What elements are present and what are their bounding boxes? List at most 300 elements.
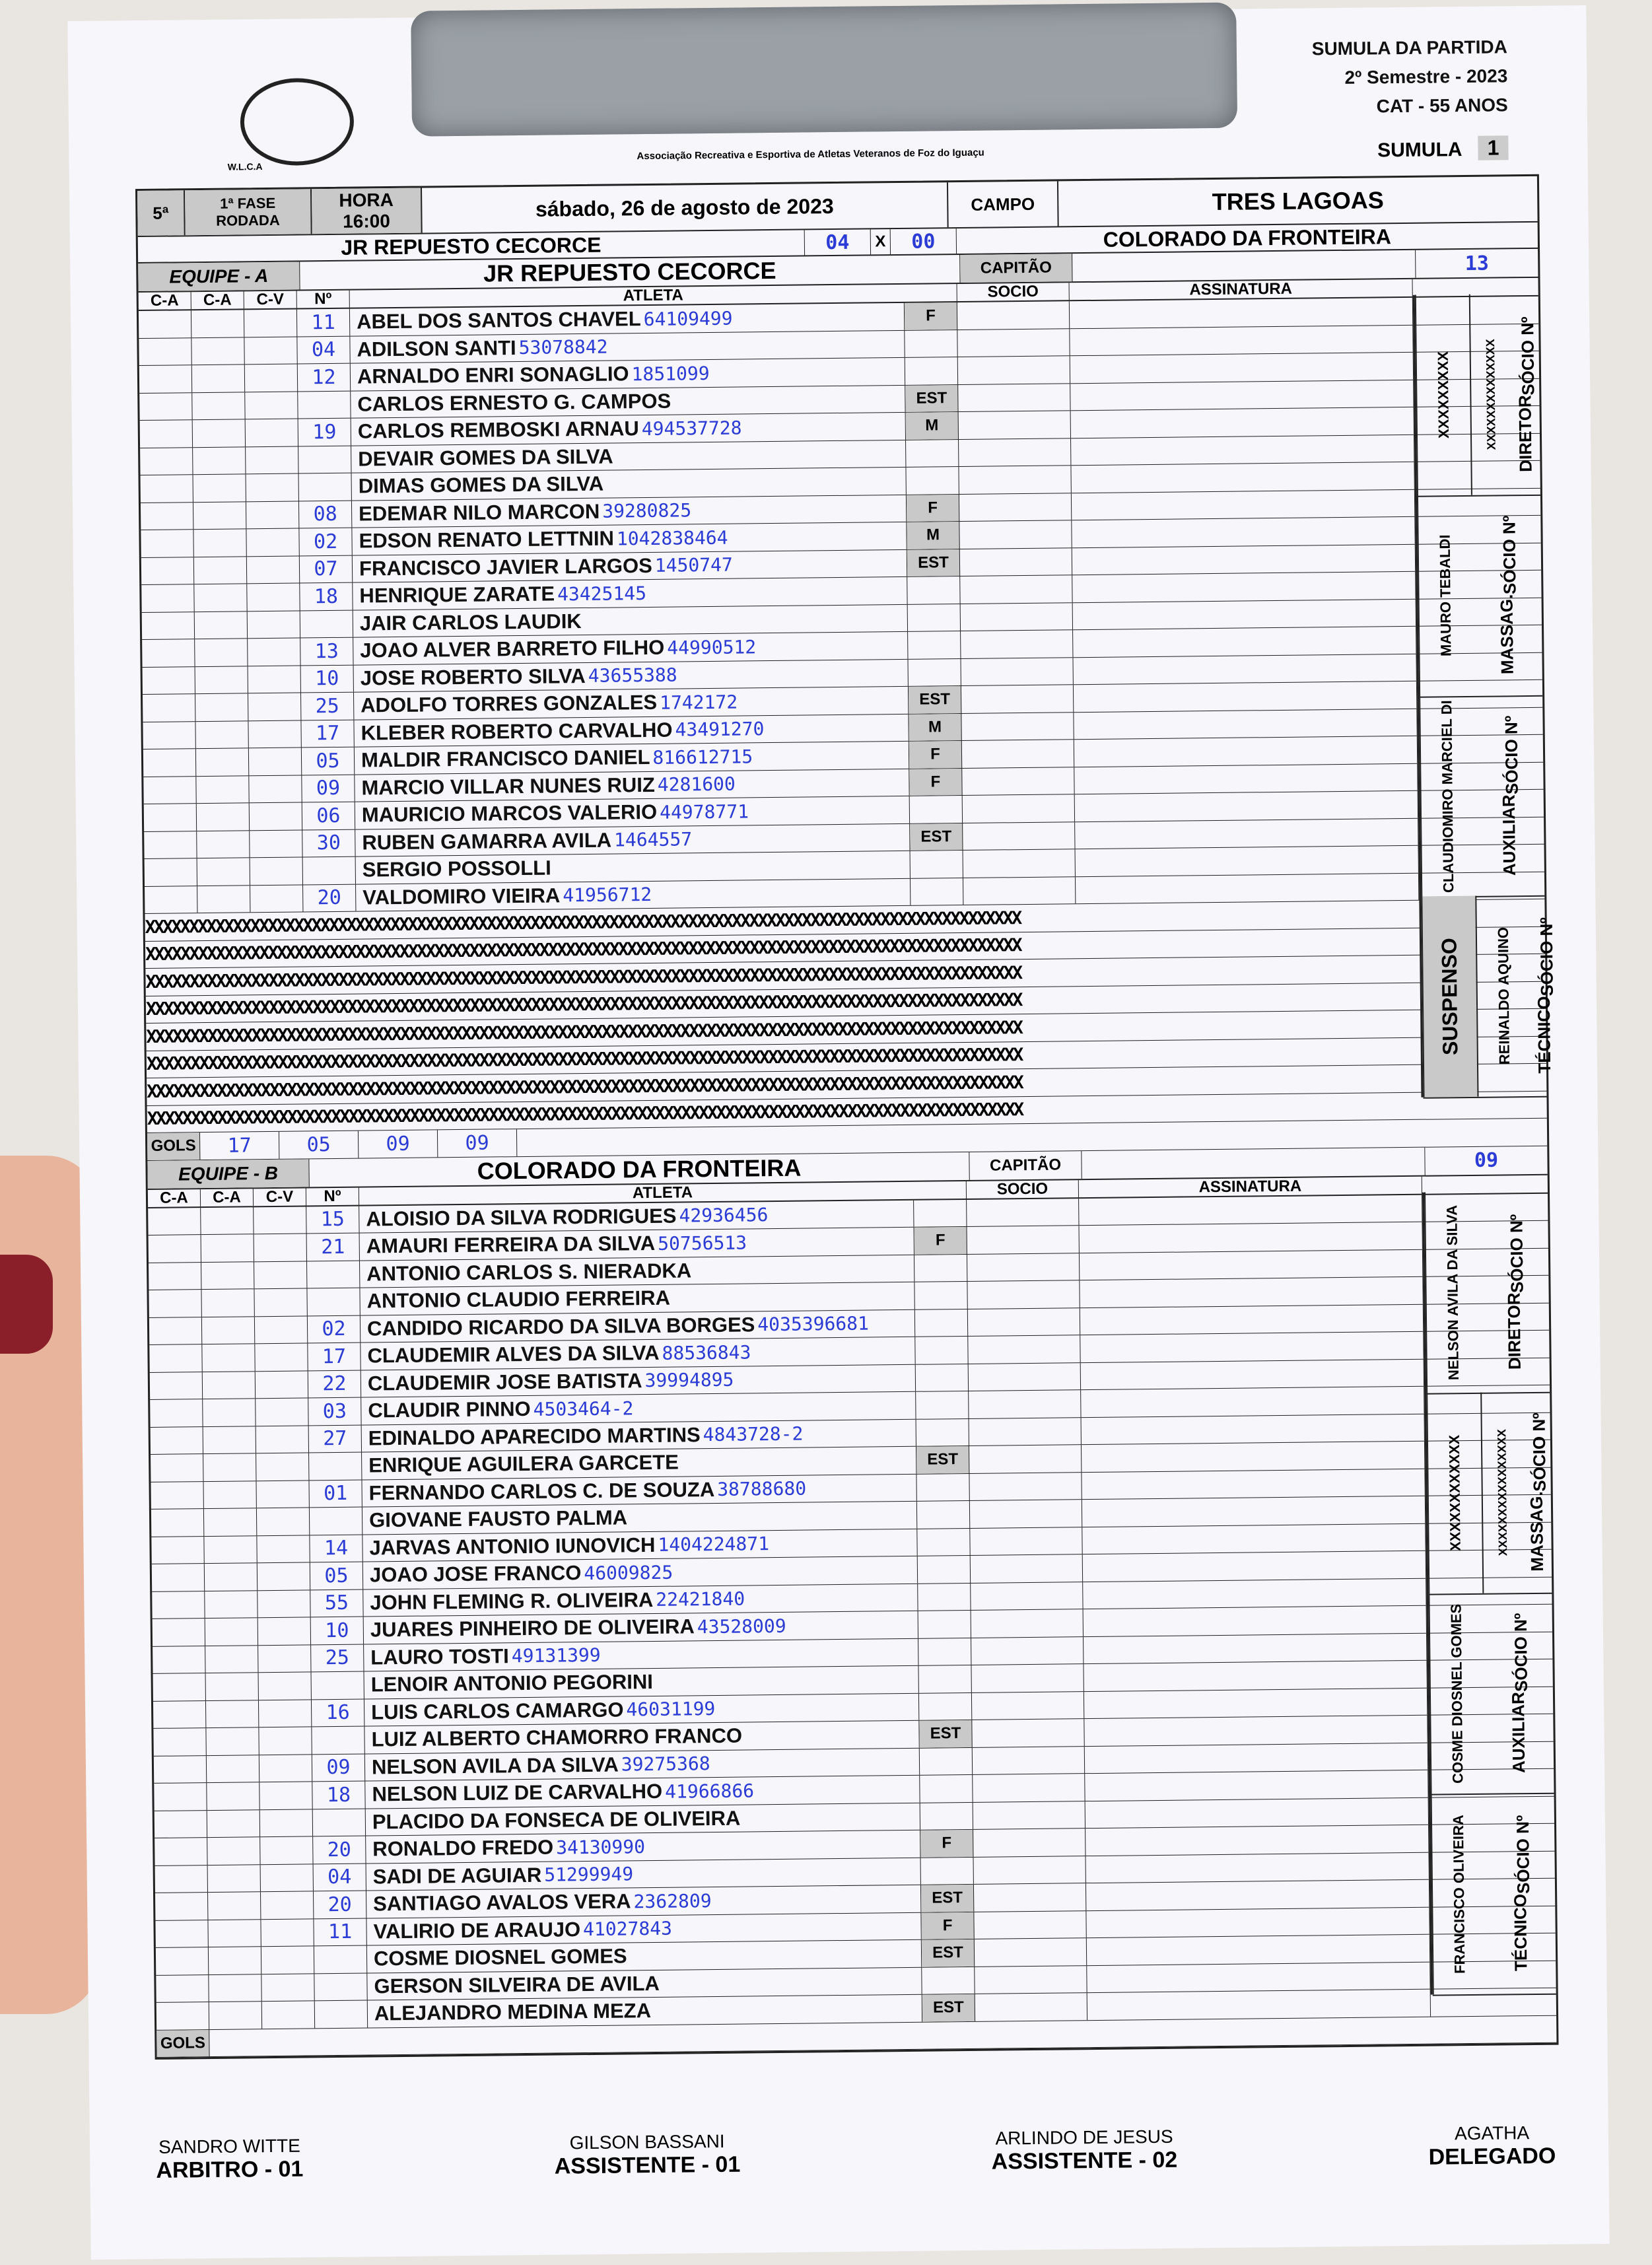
match-date: sábado, 26 de agosto de 2023	[422, 182, 949, 232]
staff-name-massag: MAURO TEBALDI	[1417, 495, 1473, 697]
player-number: 22	[308, 1370, 361, 1397]
socio-cell	[967, 1226, 1080, 1253]
socio-cell	[973, 1829, 1085, 1856]
card-cv	[248, 720, 301, 748]
card-cv	[256, 1481, 309, 1508]
card-ca-2	[195, 666, 248, 693]
card-ca-2	[191, 337, 244, 365]
player-name-text: JOHN FLEMING R. OLIVEIRA	[370, 1587, 654, 1615]
staff-name-auxiliar: CLAUDIOMIRO MARCIEL DI	[1419, 695, 1475, 897]
player-tag	[918, 1638, 971, 1665]
socio-cell	[968, 1308, 1080, 1336]
official-role: ASSISTENTE - 02	[991, 2147, 1178, 2175]
player-tag	[916, 1364, 969, 1391]
struck-text: XXXXXXXXXXXXXXXXXXXXXXXXXXXXXXXXXXXXXXXXXXXXXXXXXXXXXXXXXXXXXXXXXXXXXXXXXXXXXXXXXXXXXXXXXXXXXXXXXXXX	[147, 1099, 1023, 1130]
player-tag	[916, 1473, 969, 1500]
card-ca	[156, 1975, 209, 2002]
card-cv	[249, 775, 302, 802]
card-ca	[149, 1290, 201, 1317]
player-tag: F	[909, 741, 962, 768]
player-tag	[905, 357, 958, 384]
card-ca	[145, 886, 197, 913]
staff-name-massag: XXXXXXXXXXXX	[1426, 1393, 1482, 1594]
staff-label-diretor	[1478, 1191, 1550, 1393]
socio-cell	[958, 384, 1070, 411]
card-ca	[143, 722, 195, 749]
col-assinatura: ASSINATURA	[1070, 279, 1413, 300]
player-socio-number: 4843728-2	[703, 1422, 804, 1446]
staff-role: MASSAG.	[1496, 594, 1517, 675]
staff-label-auxiliar	[1482, 1592, 1554, 1794]
card-ca	[148, 1208, 201, 1235]
player-tag	[906, 467, 959, 494]
rodada-label: RODADA	[216, 211, 280, 229]
player-socio-number: 41956712	[563, 884, 652, 907]
player-name-text: EDINALDO APARECIDO MARTINS	[368, 1422, 701, 1450]
card-ca-2	[202, 1344, 255, 1371]
player-name-text: VALDOMIRO VIEIRA	[362, 884, 561, 909]
signature-cell	[1086, 1907, 1429, 1937]
card-ca-2	[193, 529, 246, 556]
card-ca-2	[205, 1563, 258, 1590]
card-ca	[142, 612, 195, 639]
socio-cell	[962, 740, 1074, 767]
socio-cell	[971, 1664, 1084, 1692]
socio-cell	[975, 1966, 1087, 1994]
gols-label: GOLS	[156, 2030, 209, 2057]
card-ca	[151, 1537, 204, 1564]
socio-cell	[957, 301, 1070, 329]
card-cv	[256, 1398, 308, 1425]
card-ca	[151, 1482, 203, 1509]
player-number: 01	[309, 1480, 362, 1507]
player-number: 13	[300, 638, 353, 665]
official	[991, 2126, 1177, 2175]
player-tag	[914, 1254, 967, 1281]
player-number	[303, 857, 356, 884]
player-tag	[918, 1583, 971, 1610]
signature-cell	[1073, 654, 1416, 684]
captain-signature	[1082, 1147, 1425, 1178]
clipboard-clip	[411, 3, 1237, 137]
player-tag: EST	[916, 1446, 969, 1473]
card-ca-2	[203, 1426, 256, 1453]
card-ca-2	[197, 831, 250, 858]
player-name-text: ANTONIO CLAUDIO FERREIRA	[366, 1286, 671, 1313]
card-ca-2	[195, 639, 248, 666]
socio-cell	[957, 329, 1070, 357]
player-number: 25	[311, 1644, 364, 1671]
player-tag	[915, 1309, 968, 1336]
signature-cell	[1084, 1716, 1428, 1746]
card-ca-2	[204, 1508, 257, 1535]
player-tag	[920, 1775, 973, 1802]
card-ca-2	[193, 474, 246, 501]
signature-cell	[1080, 1304, 1424, 1335]
col-ca-2: C-A	[191, 291, 244, 309]
card-cv	[256, 1426, 309, 1453]
col-no: Nº	[297, 291, 350, 308]
semester: 2º Semestre - 2023	[1344, 65, 1508, 88]
player-socio-number: 2362809	[633, 1889, 712, 1913]
staff-label-massag	[1471, 495, 1542, 696]
player-number: 04	[314, 1864, 366, 1891]
player-number: 20	[313, 1836, 366, 1864]
card-cv	[246, 529, 299, 556]
player-socio-number: 53078842	[518, 335, 608, 359]
card-ca-2	[207, 1782, 259, 1809]
player-tag: M	[906, 412, 959, 439]
signature-cell	[1071, 407, 1414, 438]
card-cv	[250, 885, 303, 912]
signature-cell	[1080, 1332, 1424, 1362]
signature-cell	[1087, 1935, 1430, 1965]
player-name-text: EDSON RENATO LETTNIN	[359, 526, 615, 553]
socio-cell	[974, 1911, 1086, 1939]
signature-cell	[1073, 627, 1416, 657]
card-ca-2	[192, 392, 245, 419]
card-ca-2	[195, 611, 248, 639]
card-ca	[141, 557, 194, 584]
signature-cell	[1083, 1551, 1426, 1582]
official	[1428, 2122, 1556, 2171]
player-name-text: DIMAS GOMES DA SILVA	[358, 471, 604, 498]
capitao-label: CAPITÃO	[969, 1151, 1082, 1180]
player-number	[300, 610, 353, 637]
player-socio-number: 494537728	[641, 417, 742, 440]
staff-socio-no-label: SÓCIO Nº	[1506, 1214, 1527, 1293]
socio-cell	[961, 658, 1073, 685]
card-ca	[141, 530, 193, 557]
card-ca	[141, 503, 193, 530]
player-number: 11	[297, 309, 350, 336]
player-socio-number: 44990512	[667, 636, 757, 659]
player-number: 15	[306, 1206, 359, 1233]
player-socio-number: 42936456	[679, 1204, 769, 1227]
official-name: SANDRO WITTE	[158, 2135, 300, 2157]
staff-role: MASSAG.	[1526, 1491, 1548, 1572]
signature-cell	[1075, 791, 1418, 821]
socio-cell	[959, 466, 1071, 493]
player-name-text: VALIRIO DE ARAUJO	[373, 1917, 581, 1943]
player-socio-number: 1742172	[659, 691, 738, 714]
player-number: 20	[303, 884, 356, 911]
col-no: Nº	[306, 1187, 359, 1205]
socio-cell	[958, 356, 1070, 384]
player-name-text: ANTONIO CARLOS S. NIERADKA	[366, 1259, 692, 1286]
socio-cell	[971, 1609, 1084, 1637]
col-socio: SOCIO	[967, 1180, 1079, 1199]
player-name-text: CARLOS REMBOSKI ARNAU	[357, 417, 639, 443]
staff-label-diretor	[1510, 294, 1540, 495]
socio-cell	[974, 1883, 1086, 1911]
card-cv	[258, 1590, 310, 1617]
card-ca	[154, 1756, 207, 1783]
socio-cell	[967, 1199, 1079, 1226]
socio-cell	[969, 1473, 1082, 1500]
socio-cell	[959, 438, 1071, 466]
socio-cell	[960, 548, 1072, 576]
captain-number: 13	[1464, 252, 1490, 275]
player-number	[309, 1453, 362, 1480]
card-ca	[153, 1619, 205, 1646]
card-ca	[149, 1263, 201, 1290]
card-ca	[150, 1372, 203, 1399]
player-number: 11	[314, 1918, 366, 1945]
card-cv	[255, 1316, 308, 1343]
signature-cell	[1085, 1852, 1429, 1883]
staff-tecnico	[1421, 895, 1557, 1099]
staff-sub-diretor: XXXXXXXXXXXXXX	[1469, 294, 1512, 495]
card-cv	[261, 1864, 314, 1891]
player-tag	[917, 1501, 970, 1528]
card-ca	[155, 1920, 208, 1947]
player-tag: F	[905, 302, 957, 330]
player-socio-number: 46009825	[584, 1561, 673, 1584]
signature-cell	[1082, 1414, 1425, 1444]
signature-cell	[1072, 489, 1415, 520]
player-name-text: SERGIO POSSOLLI	[362, 856, 551, 882]
staff-name-diretor: NELSON AVILA DA SILVA	[1424, 1192, 1480, 1393]
staff-panel	[1422, 1191, 1556, 1995]
player-socio-number: 1851099	[631, 362, 710, 385]
player-tag	[922, 1967, 975, 1994]
socio-cell	[963, 877, 1076, 905]
socio-cell	[963, 849, 1076, 877]
player-number	[298, 446, 351, 473]
card-ca-2	[193, 502, 246, 529]
card-ca	[143, 777, 196, 804]
card-ca-2	[206, 1700, 259, 1727]
player-socio-number: 51299949	[544, 1863, 634, 1886]
hora-label: HORA	[339, 189, 394, 211]
player-name-text: ALEJANDRO MEDINA MEZA	[374, 1999, 652, 2025]
player-number: 08	[299, 501, 352, 528]
staff-massag	[1417, 495, 1542, 698]
staff-label-massag	[1521, 1391, 1552, 1592]
player-socio-number: 50756513	[658, 1232, 747, 1255]
signature-cell	[1070, 298, 1413, 328]
socio-cell	[969, 1363, 1081, 1391]
signature-cell	[1079, 1195, 1422, 1225]
card-ca	[139, 338, 191, 365]
card-ca	[155, 1811, 207, 1838]
player-tag	[909, 659, 961, 686]
card-ca-2	[202, 1317, 255, 1344]
player-tag	[908, 604, 961, 631]
struck-text: XXXXXXXXXXXXXXXXXXXXXXXXXXXXXXXXXXXXXXXXXXXXXXXXXXXXXXXXXXXXXXXXXXXXXXXXXXXXXXXXXXXXXXXXXXXXXXXXXXXX	[145, 990, 1021, 1020]
player-name-text: KLEBER ROBERTO CARVALHO	[361, 718, 673, 745]
staff-role: AUXILIAR	[1498, 794, 1519, 876]
card-ca-2	[203, 1372, 256, 1399]
fase: 1ª FASE	[220, 194, 276, 212]
player-number: 18	[312, 1782, 365, 1809]
card-ca-2	[203, 1453, 256, 1481]
home-team: JR REPUESTO CECORCE	[138, 230, 805, 262]
player-tag: M	[907, 522, 959, 549]
signature-cell	[1080, 1249, 1423, 1280]
card-cv	[259, 1672, 312, 1699]
col-atleta: ATLETA	[350, 284, 957, 308]
player-number	[313, 1809, 366, 1836]
card-cv	[255, 1343, 308, 1370]
gol-number: 09	[359, 1130, 438, 1158]
card-cv	[254, 1261, 307, 1288]
sheet-title: SUMULA DA PARTIDA	[1311, 36, 1508, 59]
score-home: 04	[805, 229, 871, 255]
captain-signature	[1072, 250, 1416, 281]
fase-box	[185, 189, 312, 235]
col-ca: C-A	[148, 1189, 201, 1207]
card-ca-2	[208, 1865, 261, 1892]
card-cv	[259, 1782, 312, 1809]
socio-cell	[970, 1500, 1082, 1527]
card-ca	[153, 1646, 205, 1673]
socio-cell	[969, 1445, 1082, 1473]
card-cv	[244, 337, 297, 364]
player-tag	[910, 796, 963, 823]
player-tag	[908, 631, 961, 658]
signature-cell	[1082, 1442, 1425, 1472]
signature-cell	[1070, 353, 1414, 383]
card-cv	[244, 310, 297, 337]
signature-cell	[1084, 1661, 1427, 1691]
player-tag	[916, 1418, 969, 1446]
card-ca	[141, 475, 193, 502]
card-ca-2	[209, 2002, 262, 2029]
socio-cell	[974, 1856, 1086, 1884]
player-number: 19	[298, 419, 351, 446]
staff-socio-no-label: SÓCIO Nº	[1501, 715, 1522, 795]
player-socio-number: 1450747	[654, 553, 733, 577]
staff-name-tecnico: REINALDO AQUINO	[1475, 895, 1531, 1097]
player-tag	[914, 1199, 967, 1226]
match-table	[135, 174, 1559, 2060]
card-cv	[259, 1727, 312, 1754]
card-ca-2	[193, 447, 246, 474]
player-name-text: ABEL DOS SANTOS CHAVEL	[356, 307, 641, 333]
player-number	[307, 1261, 360, 1288]
card-ca	[153, 1701, 206, 1728]
player-tag	[905, 330, 957, 357]
player-number: 25	[301, 693, 354, 720]
player-number: 02	[308, 1315, 361, 1342]
player-number	[314, 1973, 367, 2000]
campo-label: CAMPO	[948, 181, 1059, 227]
player-tag: F	[907, 495, 959, 522]
header-block	[1312, 32, 1508, 122]
official-name: ARLINDO DE JESUS	[995, 2126, 1173, 2149]
card-ca-2	[201, 1262, 254, 1289]
signature-cell	[1084, 1633, 1427, 1663]
col-socio: SOCIO	[957, 283, 1070, 301]
team-name: COLORADO DA FRONTEIRA	[309, 1152, 969, 1186]
card-cv	[254, 1288, 307, 1315]
campo: TRES LAGOAS	[1212, 186, 1384, 215]
player-name-text: NELSON AVILA DA SILVA	[371, 1753, 619, 1779]
socio-cell	[973, 1747, 1085, 1774]
player-tag	[916, 1391, 969, 1418]
player-number: 10	[301, 665, 354, 692]
player-name-text: LAURO TOSTI	[370, 1644, 510, 1669]
player-name-text: CLAUDIR PINNO	[368, 1397, 531, 1422]
signature-cell	[1085, 1770, 1428, 1801]
staff-auxiliar	[1428, 1592, 1554, 1795]
player-name-text: GIOVANE FAUSTO PALMA	[368, 1506, 628, 1532]
socio-cell	[967, 1280, 1080, 1308]
card-cv	[246, 501, 299, 528]
player-socio-number: 4503464-2	[533, 1397, 634, 1420]
socio-cell	[960, 575, 1072, 603]
card-ca-2	[203, 1481, 256, 1508]
staff-name-diretor: XXXXXXXXX	[1415, 295, 1471, 496]
player-socio-number: 39280825	[602, 499, 692, 522]
card-ca-2	[205, 1591, 258, 1618]
player-socio-number: 46031199	[626, 1698, 716, 1721]
card-cv	[258, 1645, 311, 1672]
fingernail	[0, 1255, 53, 1354]
player-name-text: ALOISIO DA SILVA RODRIGUES	[366, 1204, 677, 1231]
staff-panel	[1413, 294, 1557, 1098]
card-ca-2	[196, 776, 249, 803]
card-cv	[254, 1206, 306, 1234]
card-ca-2	[205, 1646, 258, 1673]
player-name-text: FERNANDO CARLOS C. DE SOUZA	[368, 1477, 715, 1505]
gol-number: 17	[200, 1132, 279, 1160]
socio-cell	[968, 1335, 1080, 1363]
card-ca	[150, 1399, 203, 1426]
category: CAT - 55 ANOS	[1376, 94, 1508, 117]
player-socio-number: 41027843	[582, 1917, 673, 1941]
signature-cell	[1072, 517, 1415, 547]
player-number: 20	[314, 1891, 366, 1918]
card-ca-2	[207, 1810, 260, 1837]
player-number: 21	[307, 1234, 360, 1261]
signature-cell	[1084, 1688, 1428, 1718]
card-ca	[153, 1728, 206, 1755]
player-number: 17	[308, 1343, 361, 1370]
staff-socio-no-label: SÓCIO Nº	[1517, 316, 1538, 396]
card-ca-2	[209, 1947, 261, 1974]
player-number: 14	[310, 1535, 362, 1562]
player-name-text: HENRIQUE ZARATE	[359, 582, 555, 608]
gol-number: 05	[279, 1131, 359, 1159]
team-a-section	[138, 249, 1547, 1161]
card-cv	[246, 419, 298, 446]
socio-cell	[962, 767, 1074, 795]
player-tag	[911, 878, 963, 905]
card-ca	[151, 1454, 203, 1481]
staff-name-auxiliar: COSME DIOSNEL GOMES	[1428, 1593, 1484, 1794]
player-number: 05	[310, 1562, 363, 1589]
card-ca	[155, 1893, 208, 1920]
capitao-label: CAPITÃO	[960, 254, 1072, 283]
staff-role: TÉCNICO	[1533, 996, 1555, 1074]
player-name-text: CANDIDO RICARDO DA SILVA BORGES	[366, 1313, 755, 1341]
card-cv	[260, 1809, 313, 1836]
card-ca-2	[209, 1974, 261, 2002]
card-ca	[140, 420, 193, 447]
player-tag: M	[909, 714, 961, 741]
card-cv	[261, 1891, 314, 1918]
officials-footer	[156, 2122, 1556, 2184]
card-ca-2	[195, 693, 248, 720]
card-cv	[257, 1508, 310, 1535]
card-ca	[154, 1783, 207, 1810]
player-number: 30	[302, 829, 355, 856]
staff-sub-massag: XXXXXXXXXXXXXXXX	[1480, 1392, 1523, 1593]
player-number	[310, 1508, 362, 1535]
